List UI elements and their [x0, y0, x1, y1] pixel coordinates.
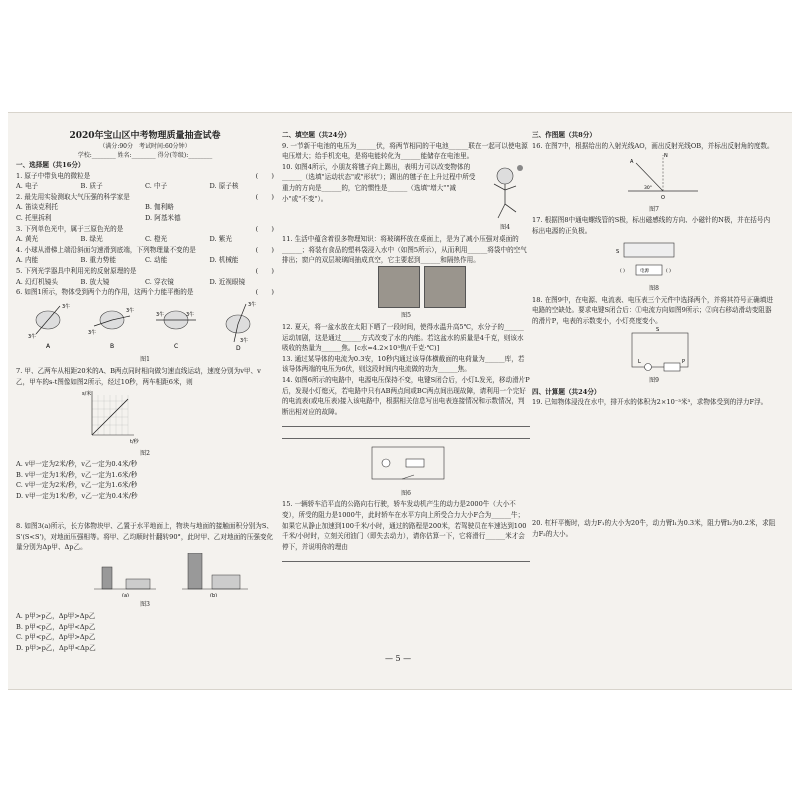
- question-7: 7. 甲、乙两车从相距20米的A、B两点同时相向做匀速直线运动，速度分别为v甲、v乙，甲车的s-t图像如图2所示，经过10秒，两车相距6米，则: [16, 366, 261, 386]
- fig1-force-label: 3牛: [248, 301, 257, 308]
- question-8-option-b: B. p甲<p乙，Δp甲<Δp乙: [16, 622, 96, 631]
- fig1-label-c: C: [174, 342, 179, 350]
- fig8-pole-left: ( ): [620, 268, 625, 274]
- lamp-L: [645, 363, 652, 370]
- question-8-option-a: A. p甲>p乙，Δp甲>Δp乙: [16, 611, 96, 620]
- figure-9-caption: 图9: [649, 377, 659, 385]
- fig8-pole-s: S: [616, 248, 620, 255]
- figure-4-caption: 图4: [500, 224, 510, 232]
- fig1-force-label: 3牛: [126, 307, 135, 314]
- section-fill-heading: 二、填空题（共24分）: [282, 131, 351, 139]
- question-11: 11. 生活中蕴含着很多物理知识：将玻璃杯放在桌面上，是为了减小压强对桌面的______；将装有食品的塑料袋浸入水中（如图5所示），从而利用______将袋中的空气排出；窗户的双层玻璃间抽成真空，它主要起到______和隔热作用。: [282, 234, 527, 265]
- question-1-options: A. 电子 B. 质子 C. 中子 D. 原子核: [16, 182, 239, 191]
- fig1-option-b: [88, 307, 134, 350]
- fig1-option-c: [156, 311, 196, 350]
- answer-line: [282, 417, 530, 427]
- fig7-label-o: O: [661, 195, 665, 202]
- fig1-label-a: A: [46, 342, 51, 350]
- fig9-label-p: P: [682, 358, 686, 365]
- student-info-line: 学校:________ 姓名:________ 得分(等级):________: [77, 152, 213, 159]
- fig1-option-d: [226, 301, 256, 352]
- figure-5-photo-right: [424, 266, 466, 308]
- exam-title: 2020年宝山区中考物理质量抽查试卷: [69, 131, 221, 141]
- column-2: [282, 130, 530, 564]
- question-5: 5. 下列光学器具中利用光的反射原理的是 ( ): [16, 266, 274, 275]
- column-1: 2020年宝山区中考物理质量抽查试卷 （满分:90分 考试时间:60分钟） 学校:________ 姓名:________ 得分(等级):________ 一、选择题（共16分） 1. 原子中带负电的微粒是 ( ) A. 电子 B. 质子 C. 中子 D. 原子核 2. 最先用实验测取大气压强的科学家是 ( ) A. 笛谈克利托 B. 伽利略 C. 托里拆利 D. 阿基米德 3. 下列单色光中，属于三原色光的是 ( ) A. 黄光 B. 绿光 C. 橙光 D. 紫光 4. 小球从滑梯上端沿斜面匀速滑到底端，下列物理量不变的是 ( ) A. 内能 B. 重力势能 C. 动能 D. 机械能 5. 下列光学器具中利用光的反射原理的是 ( ) A. 幻灯机镜头 B. 放大镜 C. 穿衣镜 D. 近视眼镜 6. 如图1所示，物体受到两个力的作用，这两个力能平衡的是 ( ) 3牛 3牛 A 3牛 3牛 B 3牛 3牛 C 3牛 3牛 D 图1 7. 甲、乙两车从相距20米的A、B两点同时相向做匀速直线运动，速度分别为v甲、v乙，甲车的s-t图像如图2所示，经过10秒，两车相距6米，则 s/米 t/秒 图2 A. v甲一定为2米/秒，v乙一定为0.4米/秒 B. v甲一定为1米/秒，v乙一定为1.6米/秒 C. v甲一定为2米/秒，v乙一定为1.6米/秒 D. v甲一定为1米/秒，v乙一定为0.4米/秒: [16, 131, 274, 501]
- question-7-option-b: B. v甲一定为1米/秒，v乙一定为1.6米/秒: [16, 470, 138, 479]
- question-17: 17. 根据图8中通电螺线管的S极，标出磁感线的方向、小磁针的N极，并在括号内标出电源的正负极。: [532, 216, 771, 235]
- figure-6-caption: 图6: [401, 489, 411, 497]
- fig1-option-a: [28, 303, 70, 350]
- fig7-angle-label: 30°: [644, 186, 652, 192]
- question-14: 14. 如图6所示的电路中，电源电压保持不变，电键S闭合后，小灯L发光，移动滑片P后，发现小灯熄灭，若电路中只有AB两点间或BC两点间出现故障，请利用一个完好的电流表(或电压表)接入该电路中，根据相关信息写出电表连接情况和示数情况，判断出相对应的故障。: [282, 375, 530, 416]
- fig3-block-jia-b: [188, 553, 202, 589]
- figure-1-caption: 图1: [140, 356, 150, 364]
- section-choice-heading: 一、选择题（共16分）: [16, 161, 85, 169]
- figure-6-circuit: [282, 441, 530, 485]
- fig2-y-label: s/米: [82, 391, 92, 398]
- figure-8-caption: 图8: [649, 285, 659, 293]
- figure-5-caption: 图5: [401, 312, 411, 320]
- question-19: 19. 已知物体浸没在水中，排开水的体积为2×10⁻³米³，求物体受到的浮力F浮。: [532, 398, 768, 407]
- fig1-force-label: 3牛: [156, 311, 165, 318]
- figure-2-st-graph: [16, 387, 274, 445]
- rheostat: [664, 363, 680, 371]
- fig3-label-a: (a): [122, 592, 129, 597]
- fig1-label-d: D: [236, 344, 241, 352]
- figure-4-child-kicking: [482, 162, 528, 220]
- question-2-options: A. 笛谈克利托 B. 伽利略: [16, 203, 174, 212]
- fig1-force-label: 3牛: [62, 303, 71, 310]
- figure-7-caption: 图7: [649, 205, 659, 213]
- page-number: — 5 —: [385, 654, 412, 663]
- answer-line: [282, 552, 530, 562]
- fig8-pole-right: ( ): [666, 268, 671, 274]
- figure-3-caption: 图3: [140, 601, 150, 609]
- question-1: 1. 原子中带负电的微粒是 ( ): [16, 171, 274, 180]
- fig2-x-label: t/秒: [130, 439, 139, 446]
- question-16: 16. 在图7中，根据给出的入射光线AO，画出反射光线OB，并标出反射角的度数。: [532, 141, 774, 150]
- question-3: 3. 下列单色光中，属于三原色光的是 ( ): [16, 224, 274, 233]
- answer-line: [282, 429, 530, 439]
- question-8: 8. 如图3(a)所示，长方体物块甲、乙置于水平地面上，物块与地面的接触面积分别为S、S'(S<S')，对地面压强相等。将甲、乙均顺时针翻转90°，此时甲、乙对地面的压强变化量分别为Δp甲、Δp乙。: [16, 522, 274, 552]
- figure-5: [282, 266, 530, 312]
- fig1-force-label: 3牛: [186, 311, 195, 318]
- fig9-label-l: L: [638, 358, 641, 365]
- question-8-option-c: C. p甲<p乙，Δp甲>Δp乙: [16, 633, 96, 642]
- solenoid: [624, 243, 674, 257]
- figure-9-circuit: [532, 327, 776, 373]
- fig8-source-label: 电源: [640, 268, 649, 274]
- fig1-force-label: 3牛: [28, 333, 37, 340]
- question-7-option-d: D. v甲一定为1米/秒，v乙一定为0.4米/秒: [16, 492, 138, 501]
- question-5-options: A. 幻灯机镜头 B. 放大镜 C. 穿衣镜 D. 近视眼镜: [16, 277, 246, 286]
- fig7-label-a: A: [630, 159, 634, 166]
- question-7-option-a: A. v甲一定为2米/秒，v乙一定为0.4米/秒: [16, 460, 138, 469]
- figure-1: [16, 298, 274, 352]
- switch-S: [402, 475, 414, 479]
- figure-7-reflection: [532, 151, 776, 201]
- figure-5-photo-left: [378, 266, 420, 308]
- column-3: [532, 130, 776, 408]
- question-20: 20. 杠杆平衡时，动力F₁的大小为20牛，动力臂l₁为0.3米，阻力臂l₂为0.2米，求阻力F₂的大小。: [532, 519, 776, 538]
- question-15: 15. 一辆轿车沿平直的公路向右行驶，轿车发动机产生的动力是2000牛（大小不变），所受的阻力是1000牛，此时轿车在水平方向上所受合力大小F合为______牛；如果它从静止加速到100千米/小时，通过的路程是200米，若驾驶员在车速达到100千米/小时时，立刻关闭油门（即失去动力），请你估算一下，它将滑行______米才会停下，并说明你的理由: [282, 500, 527, 551]
- fig3-block-yi-a: [126, 579, 150, 589]
- section-drawing-heading: 三、作图题（共8分）: [532, 131, 596, 139]
- question-9: 9. 一节新干电池的电压为______伏，将两节相同的干电池______联在一起可以使电源电压增大；给手机充电，是将电能转化为______能储存在电池里。: [282, 141, 528, 161]
- shuttlecock: [517, 165, 523, 171]
- fig3-label-b: (b): [210, 592, 218, 597]
- question-12: 12. 夏天，将一盆水放在太阳下晒了一段时间，使得水温升高5℃，水分子的______运动加剧，这是通过______方式改变了水的内能。若这盆水的质量是4千克，则该水吸收的热量为______焦。[c水=4.2×10³焦/(千克·℃)]: [282, 322, 524, 353]
- lamp-L: [382, 459, 390, 467]
- fig3-block-jia-a: [102, 567, 112, 589]
- rheostat-R: [406, 459, 424, 467]
- figure-2-caption: 图2: [140, 449, 150, 457]
- question-13: 13. 通过某导体的电流为0.3安，10秒内通过该导体横截面的电荷量为______库，若该导体两端的电压为6伏，则这段时间内电流做的功为______焦。: [282, 354, 525, 374]
- question-4: 4. 小球从滑梯上端沿斜面匀速滑到底端，下列物理量不变的是 ( ): [16, 245, 274, 254]
- figure-3: [16, 553, 274, 597]
- fig1-force-label: 3牛: [240, 337, 249, 344]
- question-10: 10. 如图4所示，小朋友将毽子向上踢出，表明力可以改变物体的______（选填"运动状态"或"形状"）；踢出的毽子在上升过程中所受重力的方向是______的，它的惯性是______（选填"增大""减小"或"不变"）。: [282, 162, 476, 203]
- question-3-options: A. 黄光 B. 绿光 C. 橙光 D. 紫光: [16, 235, 232, 244]
- question-7-option-c: C. v甲一定为2米/秒，v乙一定为1.6米/秒: [16, 481, 138, 490]
- section-calc-heading: 四、计算题（共24分）: [532, 387, 601, 396]
- question-18: 18. 在图9中，在电源、电流表、电压表三个元件中选择两个，并将其符号正确填进电路的空缺处。要求电键S闭合后：①电流方向如图9所示；②向右移动滑动变阻器的滑片P，电表的示数变小，小灯亮度变小。: [532, 295, 773, 325]
- fig1-label-b: B: [110, 342, 115, 350]
- fig1-force-label: 3牛: [88, 329, 97, 336]
- question-6: 6. 如图1所示，物体受到两个力的作用，这两个力能平衡的是 ( ): [16, 288, 274, 297]
- exam-meta: （满分:90分 考试时间:60分钟）: [99, 143, 191, 150]
- fig7-label-n: N: [664, 153, 668, 160]
- question-8-option-d: D. p甲>p乙，Δp甲<Δp乙: [16, 643, 96, 652]
- figure-8-solenoid: [532, 237, 776, 281]
- column-1-lower: [16, 521, 274, 653]
- fig9-label-s: S: [656, 326, 660, 333]
- column-3-lower: [532, 518, 776, 539]
- question-2: 2. 最先用实验测取大气压强的科学家是 ( ): [16, 192, 274, 201]
- fig3-block-yi-b: [212, 575, 240, 589]
- question-4-options: A. 内能 B. 重力势能 C. 动能 D. 机械能: [16, 256, 239, 265]
